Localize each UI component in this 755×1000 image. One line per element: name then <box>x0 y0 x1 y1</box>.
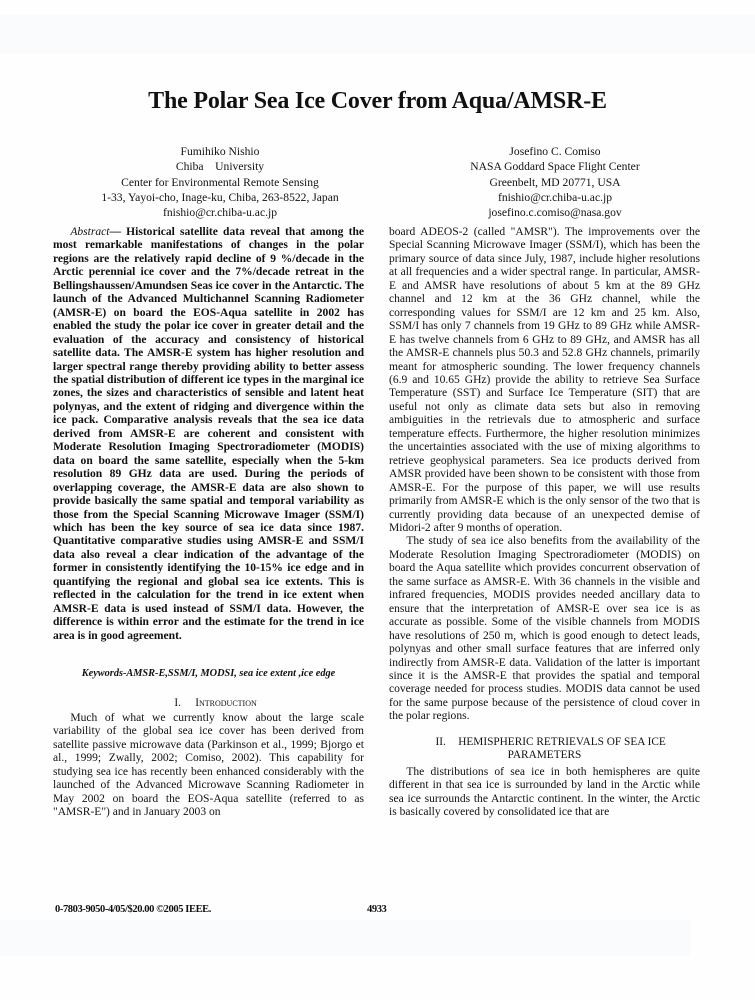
section-number: II. <box>435 735 446 748</box>
paragraph: board ADEOS-2 (called "AMSR"). The improvements over the Special Scanning Microwave Imager (SSM/I), which has been the primary source of data since July, 1987, include higher resolutions at all frequencies and a wider spectral range. In particular, AMSR-E and AMSR have resolutions of about 5 km at the 89 GHz channel and 12 km at the 36 GHz channel, while the corresponding values for SSM/I are 12 km and 25 km. Also, SSM/I has only 7 channels from 19 GHz to 89 GHz while AMSR-E has twelve channels from 6 GHz to 89 GHz, and AMSR has all the AMSR-E channels plus 50.3 and 52.8 GHz channels, primarily meant for atmospheric sounding. The lower frequency channels (6.9 and 10.65 GHz) provide the ability to retrieve Sea Surface Temperature (SST) and Surface Ice Temperature (SIT) that are useful not only as climate data sets but also in removing ambiguities in the retrievals due to atmospheric and surface temperature effects. Furthermore, the higher resolution minimizes the uncertainties associated with the use of mixing algorithms to retrieve geophysical parameters. Sea ice products derived from AMSR provided have been shown to be consistent with those from AMSR-E. For the purpose of this paper, we will use results primarily from AMSR-E which is the only sensor of the two that is currently providing data because of an unexpected demise of Midori-2 after 9 months of operation. <box>389 226 700 534</box>
author-address: 1-33, Yayoi-cho, Inage-ku, Chiba, 263-8522, Japan <box>101 190 339 204</box>
author-affiliation: Chiba University <box>175 160 265 174</box>
top-band <box>0 15 755 53</box>
paragraph: The study of sea ice also benefits from the availability of the Moderate Resolution Imaging Spectroradiometer (MODIS) on board the Aqua satellite which provides concurrent observation of the same surface as AMSR-E. With 36 channels in the visible and infrared frequencies, MODIS provides needed ancillary data to ensure that the interpretation of AMSR-E over sea ice is as accurate as possible. Some of the visible channels from MODIS have resolutions of 250 m, which is good enough to detect leads, polynyas and other small surface features that are inferred only indirectly from AMSR-E data. Validation of the latter is important since it is the AMSR-E that provides the spatial and temporal coverage needed for process studies. MODIS data cannot be used for the same purpose because of the persistence of cloud cover in the polar regions. <box>389 535 700 723</box>
abstract-dash: — <box>109 226 121 238</box>
section-title-line1: HEMISPHERIC RETRIEVALS OF SEA ICE <box>458 735 666 748</box>
bottom-band <box>0 920 690 956</box>
author-block-comiso <box>390 144 720 220</box>
right-column <box>389 226 700 820</box>
section-heading-hemispheric <box>389 736 700 763</box>
author-name: Josefino C. Comiso <box>509 145 601 158</box>
author-affiliation: NASA Goddard Space Flight Center <box>470 160 640 174</box>
author-department: Center for Environmental Remote Sensing <box>121 175 319 189</box>
author-email[interactable]: fnishio@cr.chiba-u.ac.jp <box>162 206 278 220</box>
abstract <box>53 226 364 643</box>
paragraph: The distributions of sea ice in both hemispheres are quite different in that sea ice is surrounded by land in the Arctic while sea ice surrounds the Antarctic continent. In the winter, the Arctic is basically covered by consolidated ice that are <box>389 765 700 819</box>
author-email[interactable]: fnishio@cr.chiba-u.ac.jp <box>497 190 613 204</box>
left-column <box>53 226 364 820</box>
section-heading-introduction <box>53 697 364 710</box>
paper-title: The Polar Sea Ice Cover from Aqua/AMSR-E <box>148 88 607 114</box>
section-number: I. <box>174 696 182 709</box>
author-name: Fumihiko Nishio <box>180 145 260 158</box>
page-number: 4933 <box>367 904 387 915</box>
author-email[interactable]: josefino.c.comiso@nasa.gov <box>488 206 622 220</box>
abstract-body: Historical satellite data reveal that among the most remarkable manifestations of changes in the polar regions are the relatively rapid decline of 9 %/decade in the Arctic perennial ice cover and the 7%/decade retreat in the Bellingshaussen/Amundsen Seas ice cover in the Antarctic. The launch of the Advanced Multichannel Scanning Radiometer (AMSR-E) on board the EOS-Aqua satellite in 2002 has enabled the study the polar ice cover in greater detail and the evaluation of the accuracy and consistency of historical satellite data. The AMSR-E system has higher resolution and larger spectral range thereby providing ability to better assess the spatial distribution of different ice types in the marginal ice zones, the sizes and characteristics of sensible and latent heat polynyas, and the extent of ridging and divergence within the ice pack. Comparative analysis reveals that the sea ice data derived from AMSR-E are coherent and consistent with Moderate Resolution Imaging Spectroradiometer (MODIS) data on board the same satellite, especially when the 5-km resolution 89 GHz data are used. During the periods of overlapping coverage, the AMSR-E data are also shown to provide basically the same spatial and temporal variability as those from the Special Scanning Microwave Imager (SSM/I) which has been the key source of sea ice data since 1987. Quantitative comparative studies using AMSR-E and SSM/I data also reveal a clear indication of the advantage of the former in consistently identifying the 10-15% ice edge and in quantifying the regional and global sea ice extents. This is reflected in the calculation for the trend in ice extent when AMSR-E data is used instead of SSM/I data. However, the difference is within error and the estimate for the trend in ice area is in good agreement. <box>53 226 364 642</box>
abstract-label: Abstract <box>70 226 110 238</box>
copyright-notice: 0-7803-9050-4/05/$20.00 ©2005 IEEE. <box>55 904 212 915</box>
section-title-line2: PARAMETERS <box>507 749 582 762</box>
keywords: Keywords-AMSR-E,SSM/I, MODSI, sea ice extent ,ice edge <box>81 668 336 680</box>
paragraph: Much of what we currently know about the large scale variability of the global sea ice cover has been derived from satellite passive microwave data (Parkinson et al., 1999; Bjorgo et al., 1999; Zwally, 2002; Comiso, 2002). This capability for studying sea ice has recently been enhanced considerably with the launched of the Advanced Microwave Scanning Radiometer in May 2002 on board the EOS-Aqua satellite (referred to as "AMSR-E") and in January 2003 on <box>53 711 364 819</box>
author-block-nishio <box>55 144 385 220</box>
author-address: Greenbelt, MD 20771, USA <box>489 175 621 189</box>
section-title: Introduction <box>195 696 257 709</box>
